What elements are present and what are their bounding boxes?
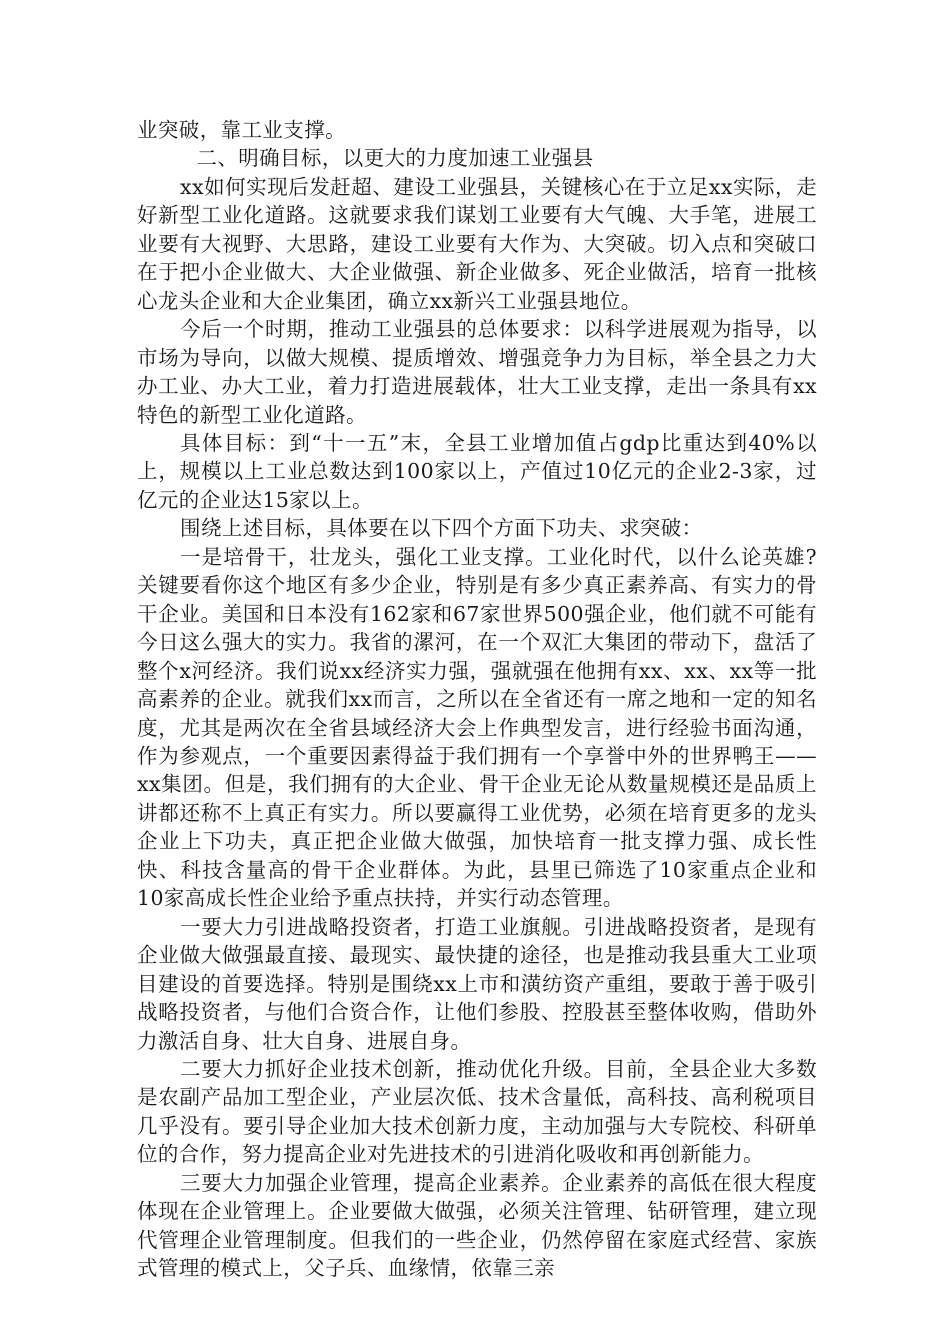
paragraph: 一是培骨干，壮龙头，强化工业支撑。工业化时代，以什么论英雄?关键要看你这个地区有多少企业，特别是有多少真正素养高、有实力的骨干企业。美国和日本没有162家和67家世界500强企业，他们就不可能有今日这么强大的实力。我省的漯河，在一个双汇大集团的带动下，盘活了整个x河经济。我们说xx经济实力强，强就强在他拥有xx、xx、xx等一批高素养的企业。就我们xx而言，之所以在全省还有一席之地和一定的知名度，尤其是两次在全省县域经济大会上作典型发言，进行经验书面沟通，作为参观点，一个重要因素得益于我们拥有一个享誉中外的世界鸭王——xx集团。但是，我们拥有的大企业、骨干企业无论从数量规模还是品质上讲都还称不上真正有实力。所以要赢得工业优势，必须在培育更多的龙头企业上下功夫，真正把企业做大做强，加快培育一批支撑力强、成长性快、科技含量高的骨干企业群体。为此，县里已筛选了10家重点企业和10家高成长性企业给予重点扶持，并实行动态管理。 xyxy=(137,544,817,911)
paragraph: 三要大力加强企业管理，提高企业素养。企业素养的高低在很大程度体现在企业管理上。企业要做大做强，必须关注管理、钻研管理，建立现代管理企业管理制度。但我们的一些企业，仍然停留在家庭式经营、家族式管理的模式上，父子兵、血缘情，依靠三亲 xyxy=(137,1170,817,1281)
document-body xyxy=(137,116,817,1283)
paragraph: xx如何实现后发赶超、建设工业强县，关键核心在于立足xx实际，走好新型工业化道路。这就要求我们谋划工业要有大气魄、大手笔，进展工业要有大视野、大思路，建设工业要有大作为、大突破。切入点和突破口在于把小企业做大、大企业做强、新企业做多、死企业做活，培育一批核心龙头企业和大企业集团，确立xx新兴工业强县地位。 xyxy=(137,174,817,313)
paragraph-continuation: 业突破，靠工业支撑。 xyxy=(137,118,346,142)
paragraph: 围绕上述目标，具体要在以下四个方面下功夫、求突破： xyxy=(180,516,703,541)
paragraph: 二要大力抓好企业技术创新，推动优化升级。目前，全县企业大多数是农副产品加工型企业，产业层次低、技术含量低，高科技、高利税项目几乎没有。要引导企业加大技术创新力度，主动加强与大专院校、科研单位的合作，努力提高企业对先进技术的引进消化吸收和再创新能力。 xyxy=(137,1056,817,1167)
paragraph: 今后一个时期，推动工业强县的总体要求：以科学进展观为指导，以市场为导向，以做大规模、提质增效、增强竞争力为目标，举全县之力大办工业、办大工业，着力打造进展载体，壮大工业支撑，走出一条具有xx特色的新型工业化道路。 xyxy=(137,317,817,427)
paragraph: 具体目标：到“十一五”末，全县工业增加值占gdp比重达到40%以上，规模以上工业总数达到100家以上，产值过10亿元的企业2-3家，过亿元的企业达15家以上。 xyxy=(137,430,817,512)
paragraph: 一要大力引进战略投资者，打造工业旗舰。引进战略投资者，是现有企业做大做强最直接、最现实、最快捷的途径，也是推动我县重大工业项目建设的首要选择。特别是围绕xx上市和潢纺资产重组，要敢于善于吸引战略投资者，与他们合资合作，让他们参股、控股甚至整体收购，借助外力激活自身、壮大自身、进展自身。 xyxy=(137,914,817,1053)
section-heading: 二、明确目标，以更大的力度加速工业强县 xyxy=(196,146,594,171)
